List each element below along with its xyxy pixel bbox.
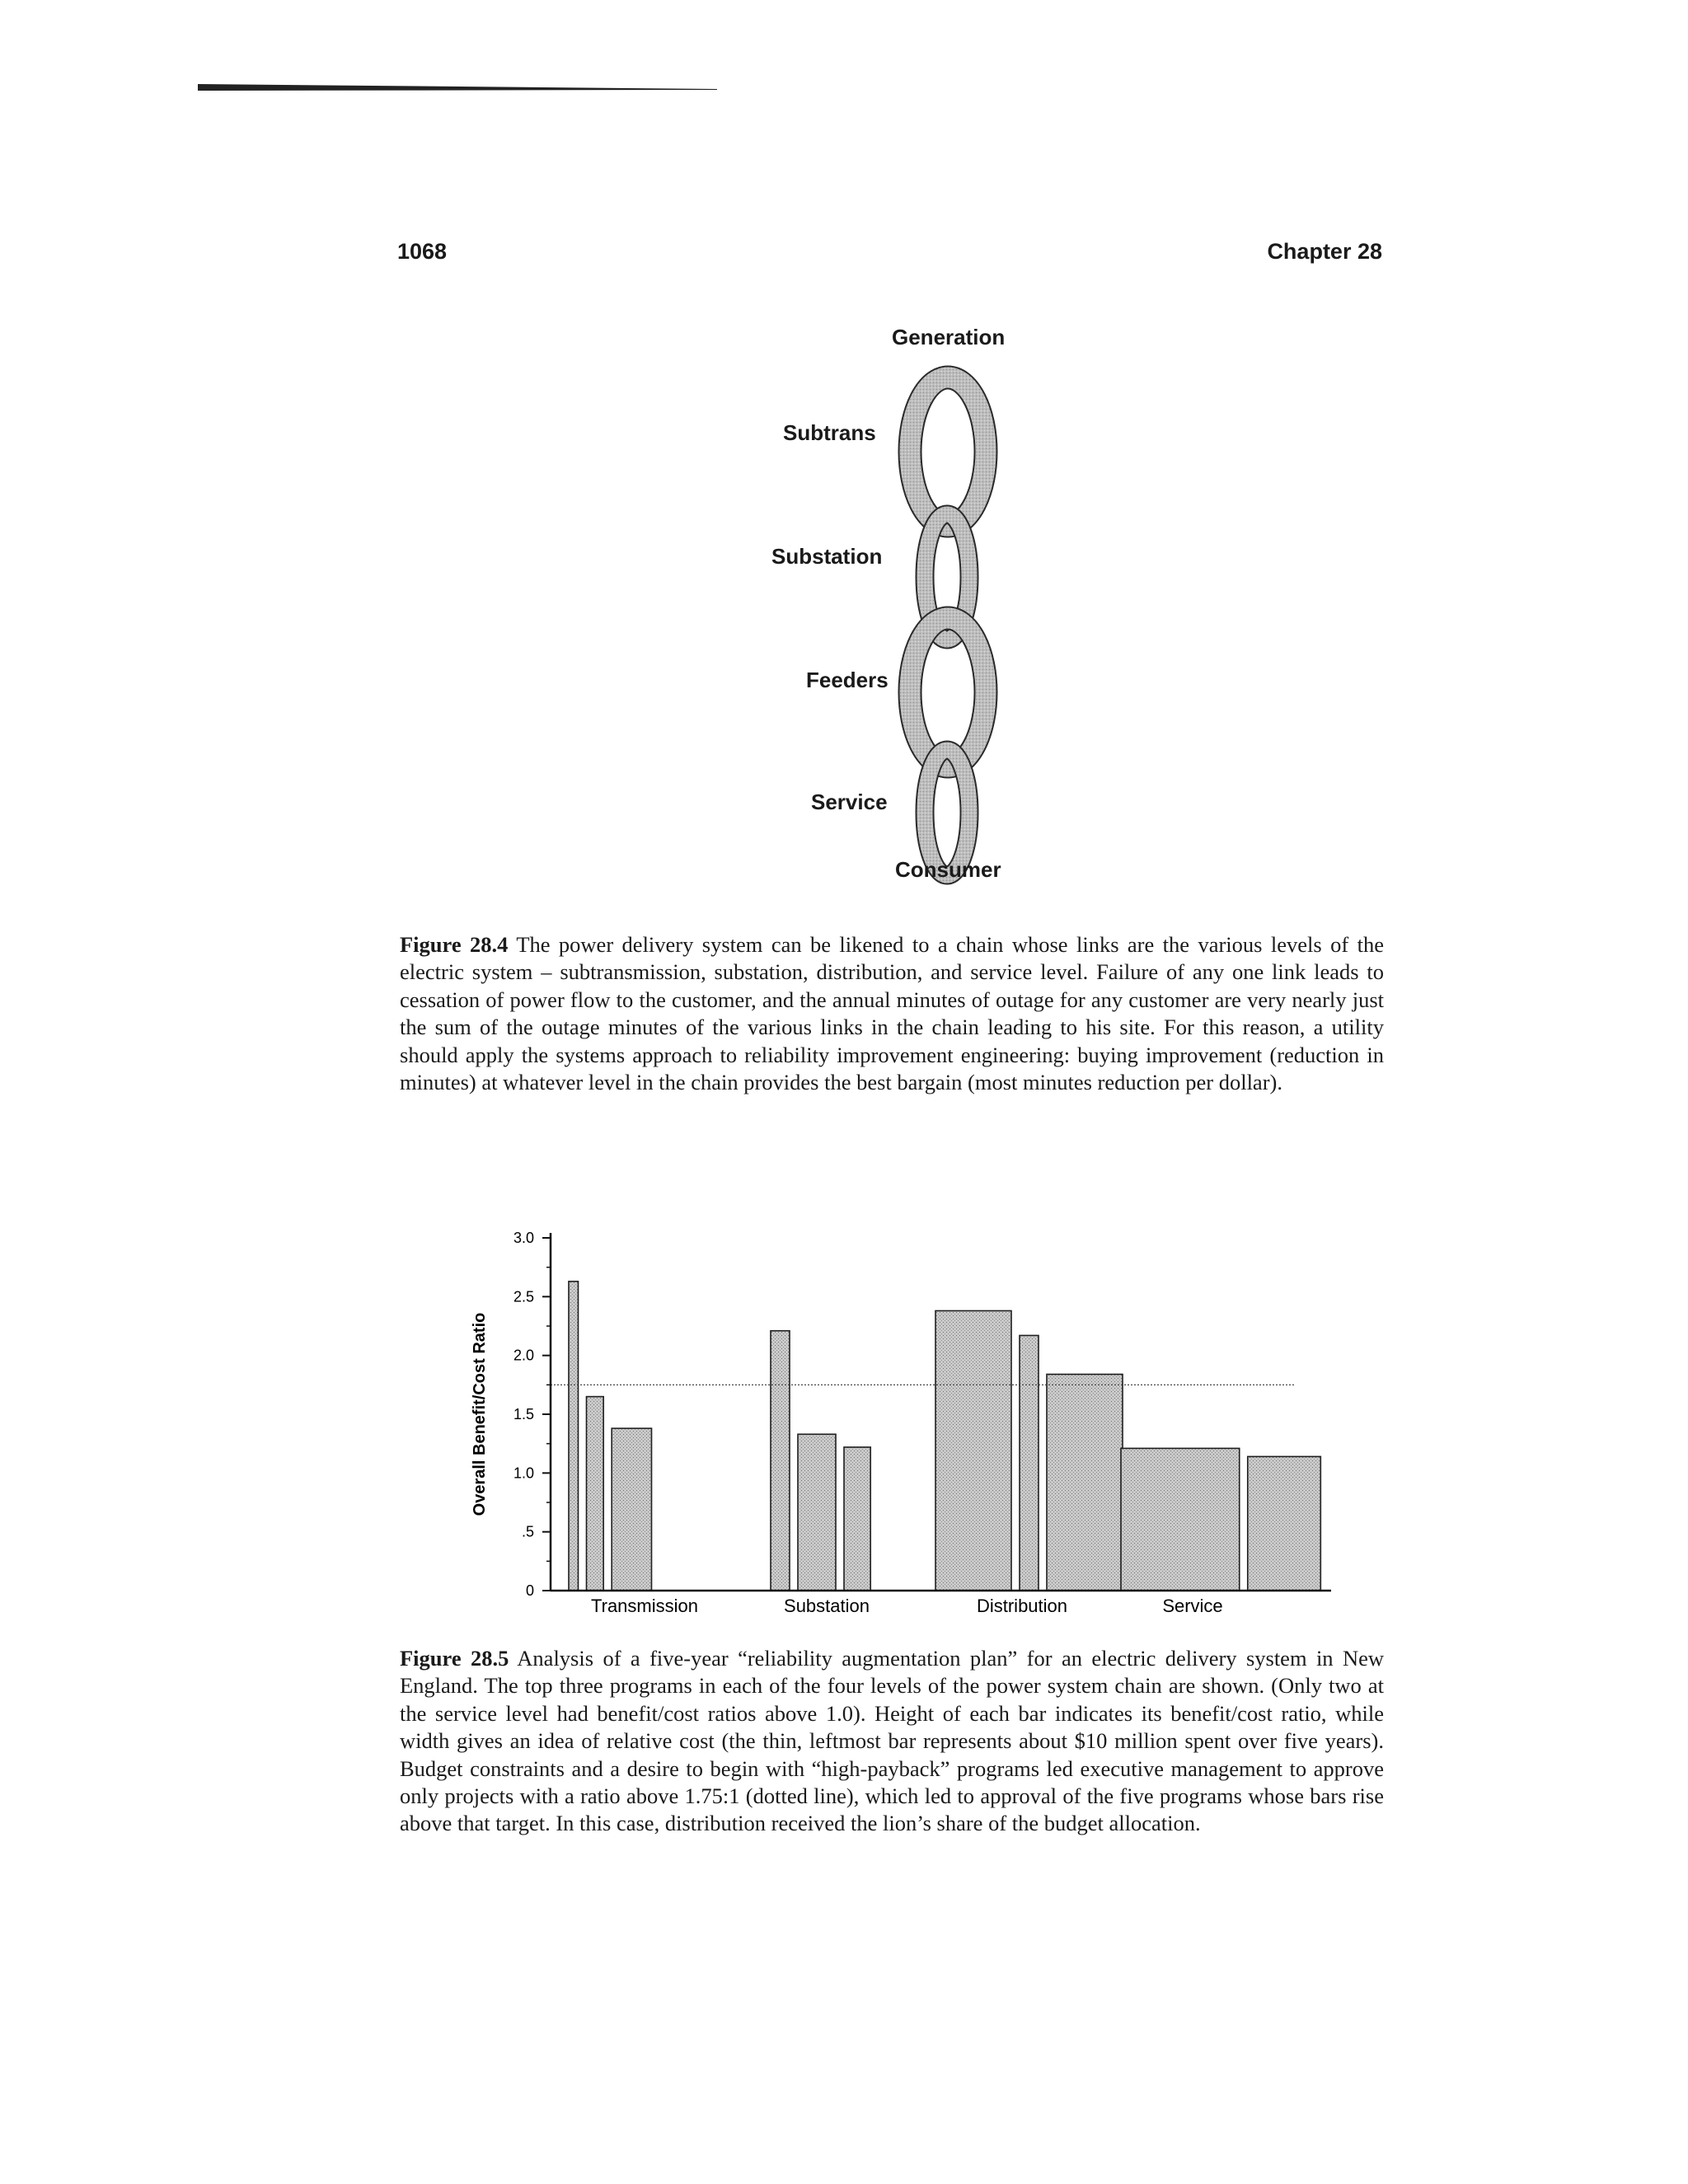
benefit-cost-bar-chart — [462, 1220, 1335, 1624]
figure-28-5-caption — [400, 1645, 1384, 1838]
figure-28-4-text: The power delivery system can be likened to a chain whose links are the various levels of the electric system – subtransmission, substation, distribution, and service level. Failure of any one link leads to cessation of power flow to the customer, and the annual minutes of outage for any customer are very nearly just the sum of the outage minutes of the various links in the chain leading to his site. For this reason, a utility should apply the systems approach to reliability improvement engineering: buying improvement (reduction in minutes) at whatever level in the chain provides the best bargain (most minutes reduction per dollar). — [400, 932, 1384, 1095]
top-rule — [198, 84, 717, 91]
page-number: 1068 — [397, 239, 448, 264]
label-subtrans: Subtrans — [783, 420, 876, 445]
bar-distribution-8 — [1020, 1335, 1039, 1591]
label-consumer: Consumer — [895, 857, 1001, 882]
bar-distribution-9 — [1047, 1374, 1123, 1591]
y-tick-label: 2.5 — [513, 1288, 534, 1305]
y-tick-label: 1.0 — [513, 1465, 534, 1482]
bar-transmission-3 — [612, 1428, 651, 1591]
figure-28-4-caption — [400, 931, 1384, 1096]
label-generation: Generation — [892, 325, 1006, 349]
y-tick-label: 0 — [525, 1582, 534, 1599]
y-tick-label: 3.0 — [513, 1230, 534, 1246]
chain-link-1 — [910, 377, 986, 526]
chain-links-graphic — [742, 313, 1071, 907]
x-category-label-substation: Substation — [784, 1596, 870, 1616]
bar-substation-6 — [844, 1447, 870, 1591]
running-head — [397, 239, 1382, 272]
x-category-label-distribution: Distribution — [976, 1596, 1068, 1616]
bars-layer — [569, 1282, 1320, 1591]
bar-transmission-1 — [569, 1282, 579, 1591]
label-service: Service — [811, 790, 888, 814]
chain-diagram — [742, 313, 1071, 907]
label-substation: Substation — [771, 544, 883, 569]
bar-service-11 — [1248, 1456, 1321, 1591]
y-tick-label: .5 — [521, 1523, 534, 1540]
chapter-title: Chapter 28 — [1267, 239, 1382, 264]
x-category-label-service: Service — [1162, 1596, 1223, 1616]
figure-28-5-number: Figure 28.5 — [400, 1646, 509, 1671]
bar-substation-4 — [771, 1331, 790, 1591]
label-feeders: Feeders — [806, 668, 889, 692]
x-category-label-transmission: Transmission — [591, 1596, 698, 1616]
y-tick-label: 1.5 — [513, 1406, 534, 1422]
y-axis-title: Overall Benefit/Cost Ratio — [471, 1312, 489, 1516]
bar-transmission-2 — [587, 1397, 604, 1591]
figure-28-5-text: Analysis of a five-year “reliability augmentation plan” for an electric delivery system in New England. The top three programs in each of the four levels of the power system chain are shown. (Only two at the service level had benefit/cost ratios above 1.0). Height of each bar indicates its benefit/cost ratio, while width gives an idea of relative cost (the thin, leftmost bar represents about $10 million spent over five years). Budget constraints and a desire to begin with “high-payback” programs led executive management to approve only projects with a ratio above 1.75:1 (dotted line), which led to approval of the five programs whose bars rise above that target. In this case, distribution received the lion’s share of the budget allocation. — [400, 1646, 1384, 1836]
bar-distribution-7 — [935, 1310, 1011, 1591]
y-tick-label: 2.0 — [513, 1347, 534, 1364]
bar-service-10 — [1121, 1448, 1240, 1591]
figure-28-4-number: Figure 28.4 — [400, 932, 509, 957]
bar-substation-5 — [798, 1434, 836, 1591]
